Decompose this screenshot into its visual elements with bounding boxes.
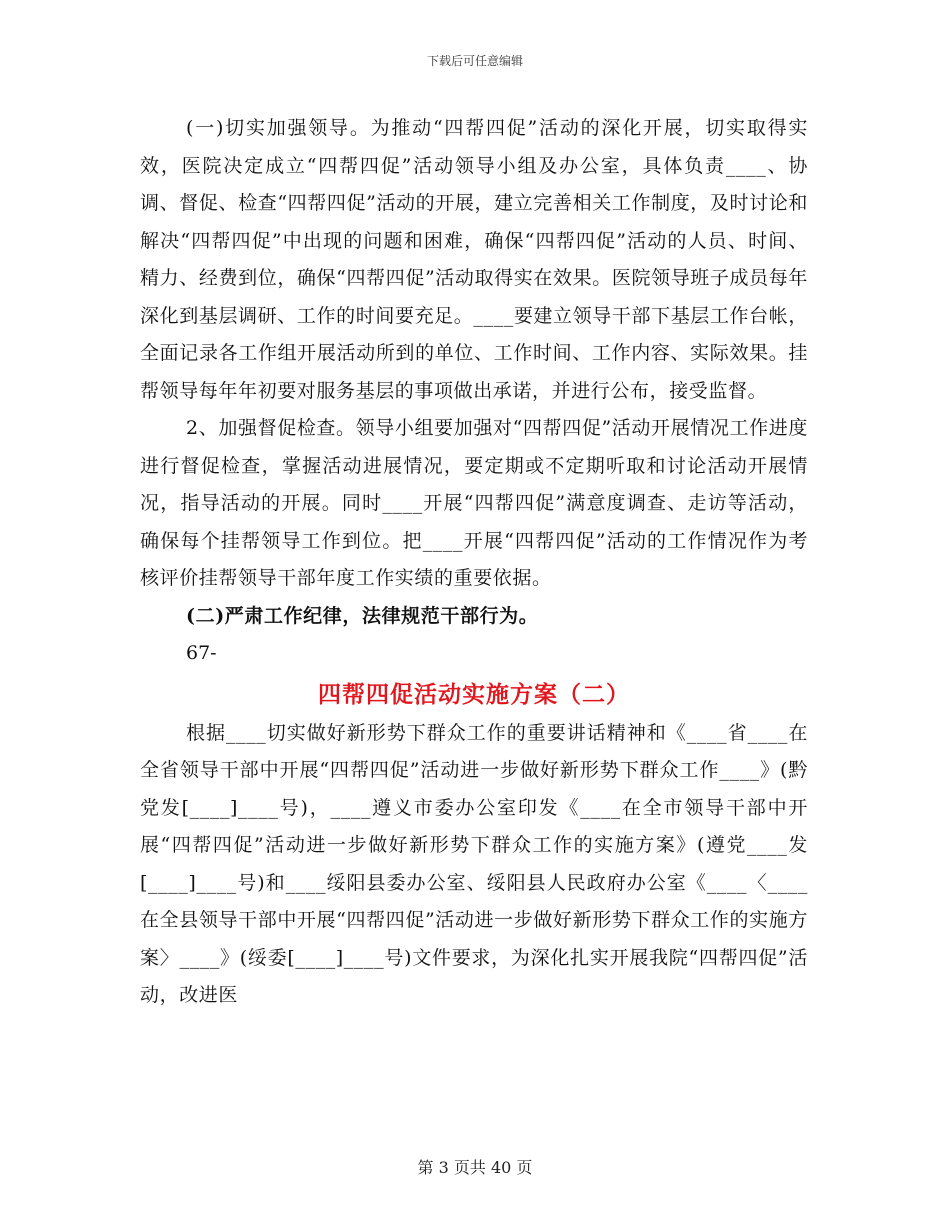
- document-body: [140, 110, 808, 1015]
- page-footer: 第 3 页共 40 页: [417, 1158, 533, 1177]
- header-note: 下载后可任意编辑: [426, 54, 523, 68]
- section-title: 四帮四促活动实施方案（二）: [318, 680, 630, 708]
- paragraph-basis: 根据____切实做好新形势下群众工作的重要讲话精神和《____省____在全省领导干部中开展“四帮四促”活动进一步做好新形势下群众工作____》(黔党发[____]____号)，____遵义市委办公室印发《____在全市领导干部中开展“四帮四促”活动进一步做好新形势下群众工作的实施方案》(遵党____发[____]____号)和____绥阳县委办公室、绥阳县人民政府办公室《____〈____在全县领导干部中开展“四帮四促”活动进一步做好新形势下群众工作的实施方案〉____》(绥委[____]____号)文件要求，为深化扎实开展我院“四帮四促”活动，改进医: [140, 721, 808, 1006]
- page-reference: 67-: [186, 642, 217, 664]
- paragraph-leadership: (一)切实加强领导。为推动“四帮四促”活动的深化开展，切实取得实效，医院决定成立“四帮四促”活动领导小组及办公室，具体负责____、协调、督促、检查“四帮四促”活动的开展，建立完善相关工作制度，及时讨论和解决“四帮四促”中出现的问题和困难，确保“四帮四促”活动的人员、时间、精力、经费到位，确保“四帮四促”活动取得实在效果。医院领导班子成员每年深化到基层调研、工作的时间要充足。____要建立领导干部下基层工作台帐，全面记录各工作组开展活动所到的单位、工作时间、工作内容、实际效果。挂帮领导每年年初要对服务基层的事项做出承诺，并进行公布，接受监督。: [140, 117, 808, 402]
- paragraph-discipline-heading: (二)严肃工作纪律，法律规范干部行为。: [186, 604, 539, 627]
- paragraph-supervision: 2、加强督促检查。领导小组要加强对“四帮四促”活动开展情况工作进度进行督促检查，掌握活动进展情况，要定期或不定期听取和讨论活动开展情况，指导活动的开展。同时____开展“四帮四促”满意度调查、走访等活动，确保每个挂帮领导工作到位。把____开展“四帮四促”活动的工作情况作为考核评价挂帮领导干部年度工作实绩的重要依据。: [140, 417, 808, 589]
